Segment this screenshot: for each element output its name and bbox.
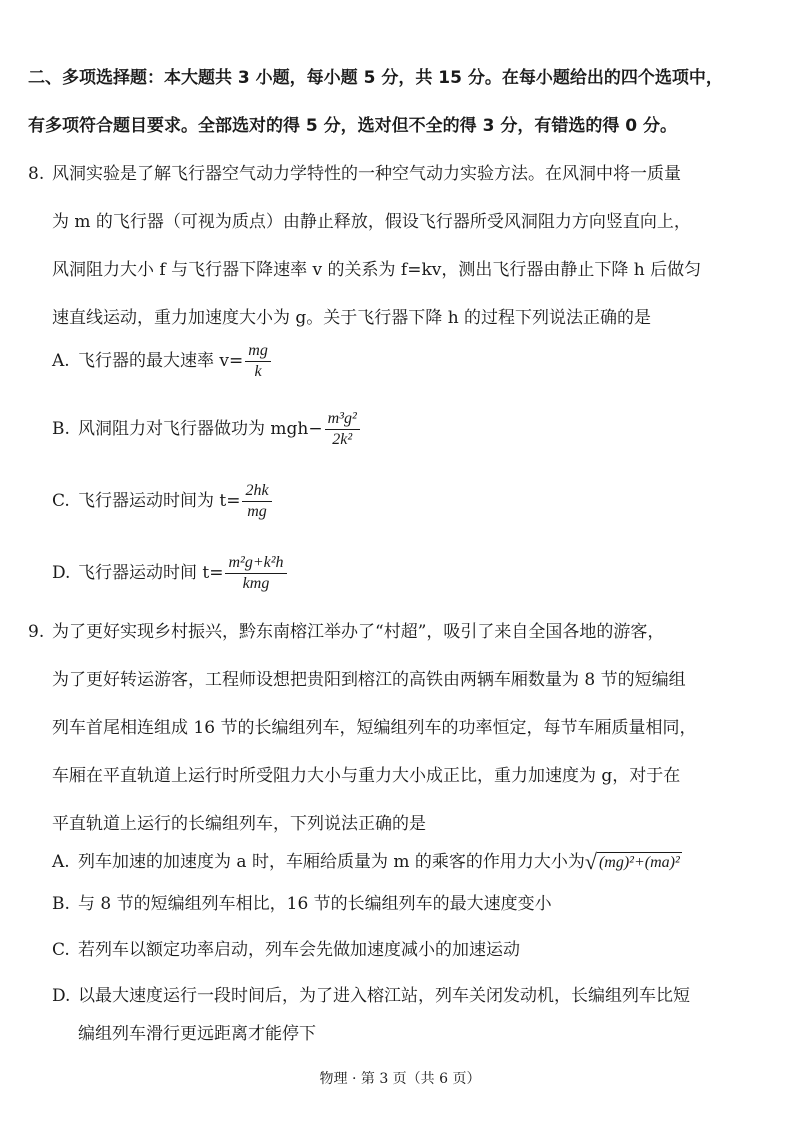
question-9-line-1: 9. 为了更好实现乡村振兴，黔东南榕江举办了“村超”，吸引了来自全国各地的游客，	[28, 622, 665, 642]
question-8-line-2: 为 m 的飞行器（可视为质点）由静止释放，假设飞行器所受风洞阻力方向竖直向上，	[52, 212, 691, 232]
square-root: √ (mg)²+(ma)²	[584, 849, 680, 874]
question-8-line-1: 8. 风洞实验是了解飞行器空气动力学特性的一种空气动力实验方法。在风洞中将一质量	[28, 164, 681, 184]
section-header-line-1: 二、多项选择题：本大题共 3 小题，每小题 5 分，共 15 分。在每小题给出的四个选项中，	[28, 68, 723, 88]
question-9-line-2: 为了更好转运游客，工程师设想把贵阳到榕江的高铁由两辆车厢数量为 8 节的短编组	[52, 670, 686, 690]
question-9-option-d-continued: 编组列车滑行更远距离才能停下	[78, 1024, 316, 1044]
question-8-number: 8.	[28, 164, 45, 184]
section-header-line-2: 有多项符合题目要求。全部选对的得 5 分，选对但不全的得 3 分，有错选的得 0 分。	[28, 116, 677, 136]
question-8-line-3: 风洞阻力大小 f 与飞行器下降速率 v 的关系为 f=kv，测出飞行器由静止下降 h 后做匀	[52, 260, 702, 280]
question-9-line-3: 列车首尾相连组成 16 节的长编组列车，短编组列车的功率恒定，每节车厢质量相同，	[52, 718, 697, 738]
question-8-option-c: C. 飞行器运动时间为 t= $\frac{2hk}{mg}$	[52, 480, 274, 522]
fraction: $\frac{2hk}{mg}$	[242, 482, 271, 521]
question-9-option-c: C. 若列车以额定功率启动，列车会先做加速度减小的加速运动	[52, 940, 520, 960]
question-9-option-b: B. 与 8 节的短编组列车相比，16 节的长编组列车的最大速度变小	[52, 894, 552, 914]
question-8-line-4: 速直线运动，重力加速度大小为 g。关于飞行器下降 h 的过程下列说法正确的是	[52, 308, 652, 328]
page-footer: 物理 · 第 3 页（共 6 页）	[319, 1071, 481, 1087]
question-9-number: 9.	[28, 622, 45, 642]
question-8-option-b: B. 风洞阻力对飞行器做功为 mgh− $\frac{\text{m³g²}}{\text{2k²}}$	[52, 408, 362, 450]
question-9-line-5: 平直轨道上运行的长编组列车，下列说法正确的是	[52, 814, 426, 834]
question-8-option-d: D. 飞行器运动时间 t= $\frac{\text{m²g+k²h}}{\text{kmg}}$	[52, 552, 289, 594]
fraction: $\frac{mg}{k}$	[245, 342, 271, 381]
question-9-option-d: D. 以最大速度运行一段时间后，为了进入榕江站，列车关闭发动机，长编组列车比短	[52, 986, 690, 1006]
fraction: $\frac{\text{m³g²}}{\text{2k²}}$	[325, 410, 360, 449]
question-8-option-a: A. 飞行器的最大速率 v= $\frac{mg}{k}$	[52, 340, 273, 382]
fraction: $\frac{\text{m²g+k²h}}{\text{kmg}}$	[225, 554, 286, 593]
question-9-option-a: A. 列车加速的加速度为 a 时，车厢给质量为 m 的乘客的作用力大小为√ (mg)²+(ma)²	[52, 849, 680, 874]
question-9-line-4: 车厢在平直轨道上运行时所受阻力大小与重力大小成正比，重力加速度为 g，对于在	[52, 766, 681, 786]
